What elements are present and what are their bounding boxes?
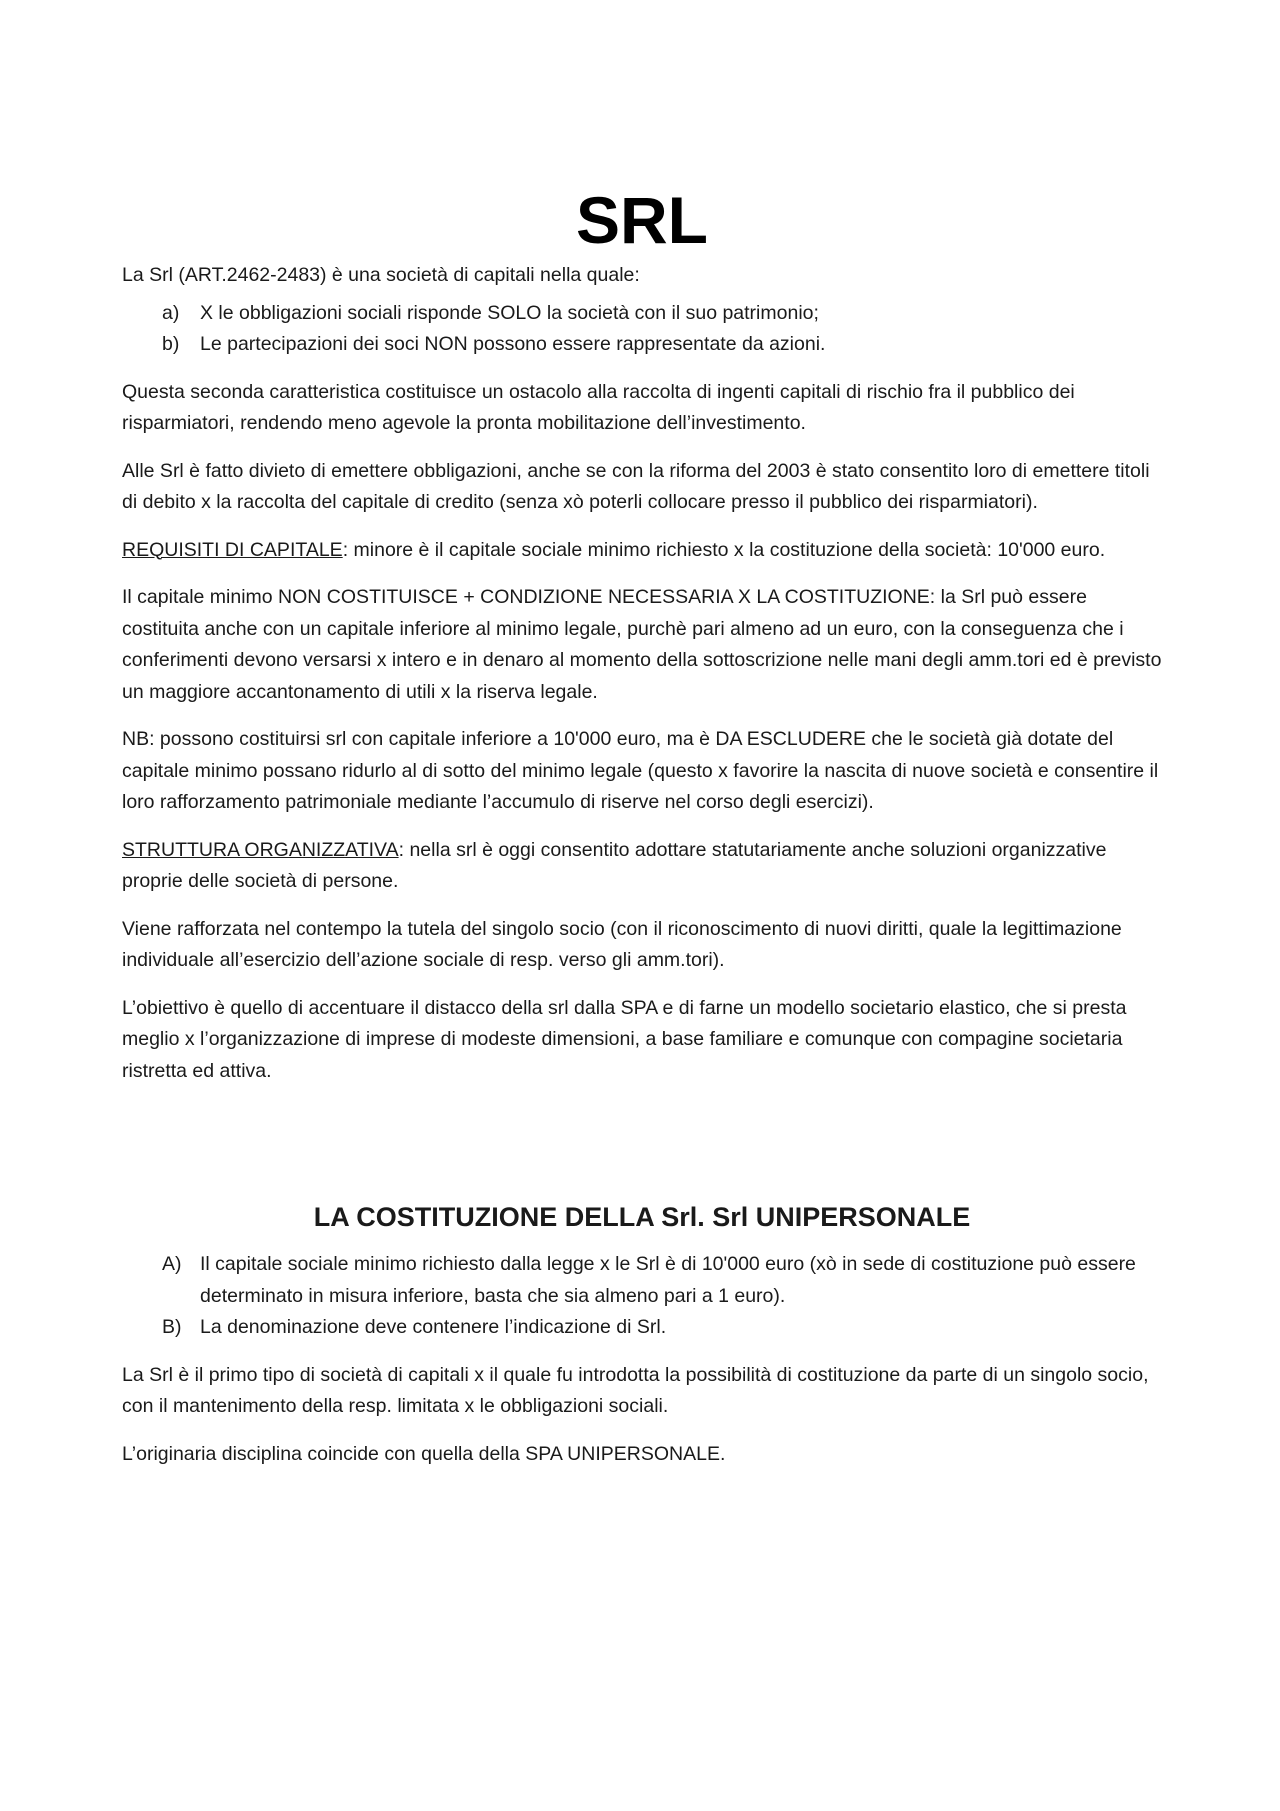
list-marker: A) xyxy=(162,1253,182,1275)
paragraph-requisiti-text: : minore è il capitale sociale minimo richiesto x la costituzione della società: 10'000 euro. xyxy=(342,538,1106,561)
paragraph-capitale-minimo: Il capitale minimo NON COSTITUISCE + CONDIZIONE NECESSARIA X LA COSTITUZIONE: la Srl può essere costituita anche con un capitale inferiore al minimo legale, purchè pari almeno ad un euro, con la conseguenza che i conferimenti devono versarsi x intero e in denaro al momento della sottoscrizione nelle mani degli amm.tori ed è previsto un maggiore accantonamento di utili x la riserva legale. xyxy=(122,586,1162,703)
list-item-text: X le obbligazioni sociali risponde SOLO la società con il suo patrimonio; xyxy=(200,301,819,324)
paragraph-nb: NB: possono costituirsi srl con capitale inferiore a 10'000 euro, ma è DA ESCLUDERE che le società già dotate del capitale minimo possano ridurlo al di sotto del minimo legale (questo x favorire la nascita di nuove società e consentire il loro rafforzamento patrimoniale mediante l’accumulo di riserve nel corso degli esercizi). xyxy=(122,728,1159,813)
list-item-text: La denominazione deve contenere l’indicazione di Srl. xyxy=(200,1316,667,1338)
paragraph-struttura-text: : nella srl è oggi consentito adottare statutariamente anche soluzioni organizzative proprie delle società di persone. xyxy=(122,838,1107,892)
paragraph-obbligazioni: Alle Srl è fatto divieto di emettere obbligazioni, anche se con la riforma del 2003 è stato consentito loro di emettere titoli di debito x la raccolta del capitale di credito (senza xò poterli collocare presso il pubblico dei risparmiatori). xyxy=(122,459,1150,513)
list-item-text: Il capitale sociale minimo richiesto dalla legge x le Srl è di 10'000 euro (xò in sede di costituzione può essere determinato in misura inferiore, basta che sia almeno pari a 1 euro). xyxy=(200,1253,1136,1307)
paragraph-struttura xyxy=(122,835,1162,898)
list-item xyxy=(122,1312,1162,1344)
list-marker: b) xyxy=(162,333,180,355)
features-list xyxy=(122,298,1162,361)
heading-requisiti: REQUISITI DI CAPITALE xyxy=(122,538,343,561)
section-title: LA COSTITUZIONE DELLA Srl. Srl UNIPERSONALE xyxy=(313,1202,971,1232)
paragraph-tutela: Viene rafforzata nel contempo la tutela del singolo socio (con il riconoscimento di nuovi diritti, quale la legittimazione individuale all’esercizio dell’azione sociale di resp. verso gli amm.tori). xyxy=(122,917,1122,971)
list-item xyxy=(122,329,1162,361)
costituzione-list xyxy=(122,1249,1162,1344)
heading-struttura: STRUTTURA ORGANIZZATIVA xyxy=(122,838,399,861)
document-page xyxy=(122,180,1162,1486)
list-marker: a) xyxy=(162,301,180,324)
paragraph-disciplina: L’originaria disciplina coincide con quella della SPA UNIPERSONALE. xyxy=(122,1442,726,1465)
list-item xyxy=(122,1249,1162,1312)
paragraph-ostacolo: Questa seconda caratteristica costituisce un ostacolo alla raccolta di ingenti capitali di rischio fra il pubblico dei risparmiatori, rendendo meno agevole la pronta mobilitazione dell’investimento. xyxy=(122,380,1075,434)
paragraph-obiettivo: L’obiettivo è quello di accentuare il distacco della srl dalla SPA e di farne un modello societario elastico, che si presta meglio x l’organizzazione di imprese di modeste dimensioni, a base familiare e comunque con compagine societaria ristretta ed attiva. xyxy=(122,996,1127,1082)
paragraph-requisiti xyxy=(122,535,1162,567)
intro-paragraph: La Srl (ART.2462-2483) è una società di capitali nella quale: xyxy=(122,264,640,286)
page-title: SRL xyxy=(576,183,708,257)
paragraph-unipersonale: La Srl è il primo tipo di società di capitali x il quale fu introdotta la possibilità di costituzione da parte di un singolo socio, con il mantenimento della resp. limitata x le obbligazioni sociali. xyxy=(122,1363,1149,1417)
list-marker: B) xyxy=(162,1316,182,1338)
list-item-text: Le partecipazioni dei soci NON possono essere rappresentate da azioni. xyxy=(200,333,826,355)
list-item xyxy=(122,298,1162,330)
